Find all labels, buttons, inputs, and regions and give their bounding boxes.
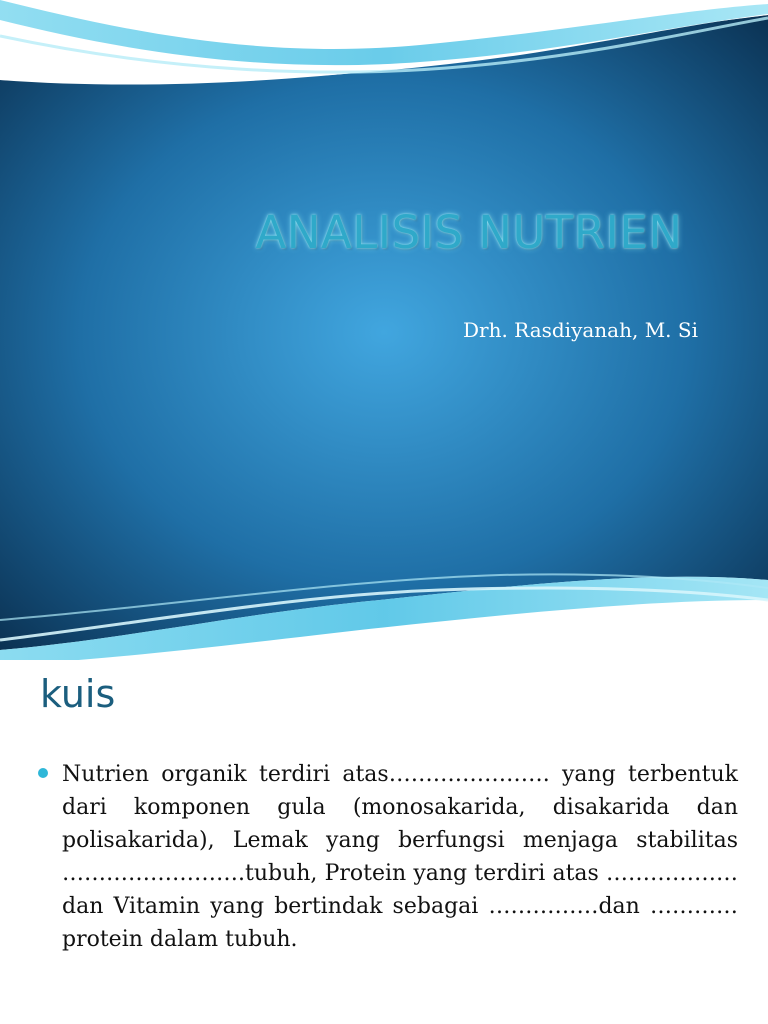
slide-title: kuis — [40, 672, 116, 716]
author-name: Drh. Rasdiyanah, M. Si — [462, 318, 698, 342]
bullet-dot-icon — [38, 768, 48, 778]
bullet-text: Nutrien organik terdiri atas…………………. yang terbentuk dari komponen gula (monosakarida, disakarida dan polisakarida), Lemak yang berfungsi menjaga stabilitas …………………….tubuh, Protein yang terdiri atas ……………… dan Vitamin yang bertindak sebagai ……………dan ………… protein dalam tubuh. — [62, 762, 738, 952]
quiz-slide — [0, 660, 768, 1024]
slide-title: ANALISIS NUTRIEN — [255, 206, 683, 259]
list-item — [38, 758, 738, 956]
